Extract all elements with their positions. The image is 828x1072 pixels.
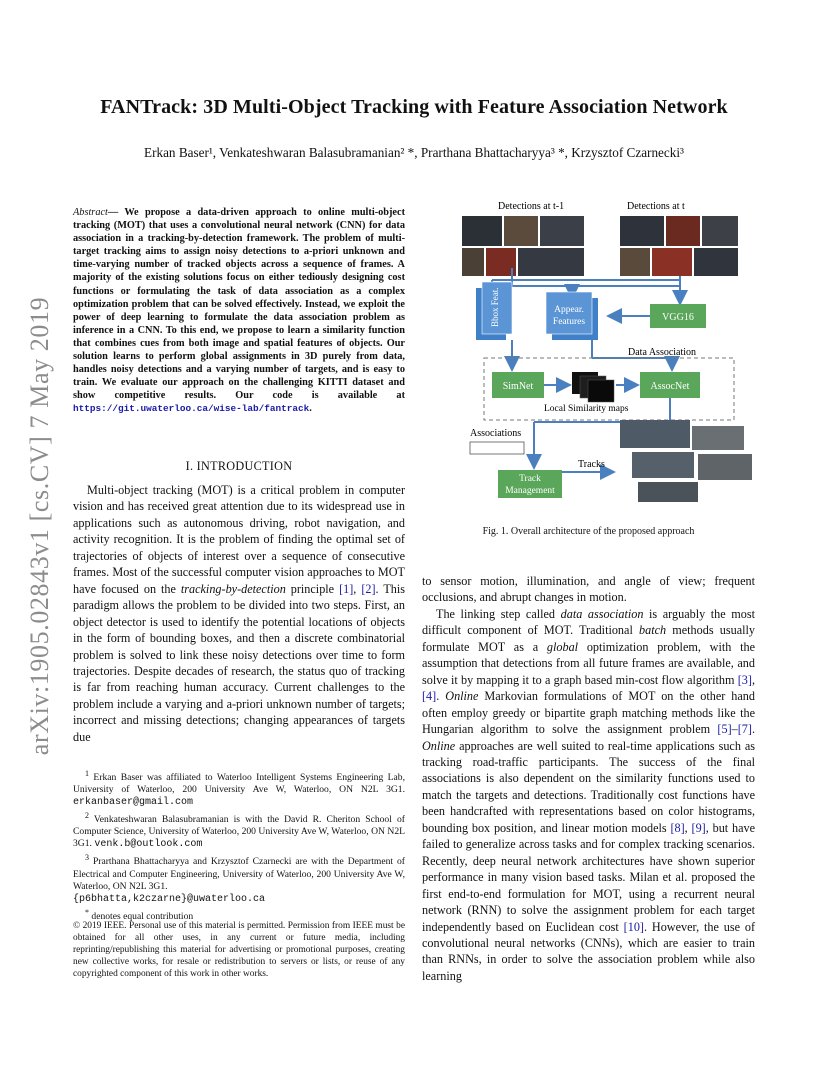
footnote-mark: 1 <box>85 769 89 778</box>
abstract-end: . <box>309 403 312 415</box>
body-text: – <box>731 722 738 737</box>
intro-text: principle <box>285 581 340 596</box>
footnotes <box>73 768 405 924</box>
footnote <box>73 810 405 851</box>
body-text: methods usually formulate MOT as a <box>422 623 755 654</box>
body-emphasis: batch <box>639 623 667 638</box>
label-local-similarity: Local Similarity maps <box>544 404 629 414</box>
body-emphasis: Online <box>445 689 479 704</box>
label-track: Track <box>519 474 541 484</box>
body-emphasis: Online <box>422 738 456 753</box>
body-text: , but have failed to generalize across tasks and for complex tracking scenarios. Recently, deep neural network architectures have shown superior performance in many vision based tasks. Milan et al. proposed the first end-to-end formulation for MOT, using a recurrent neural network (RNN) to solve the assignment problem for each target independently based on Euclidean cost <box>422 820 756 934</box>
arxiv-stamp-text: arXiv:1905.02843v1 [cs.CV] 7 May 2019 <box>25 296 54 756</box>
footnote <box>73 768 405 809</box>
citation-link[interactable]: [1] <box>339 581 354 596</box>
label-appearance: Appear. <box>554 305 584 315</box>
citation-link[interactable]: [9] <box>691 820 706 835</box>
footnote-email[interactable]: venk.b@outlook.com <box>94 839 203 851</box>
intro-emphasis: tracking-by-detection <box>180 581 286 596</box>
citation-link[interactable]: [7] <box>737 722 752 737</box>
citation-link[interactable]: [8] <box>670 820 685 835</box>
intro-paragraph <box>73 482 405 745</box>
body-text: , <box>751 672 755 687</box>
body-text: approaches are well suited to real-time applications such as tracking road-traffic participants. The success of the final associations is also dependent on the similarity functions used to match the targets and detections. Traditionally cost functions have been handcrafted with representations based on color histograms, bounding box position, and linear motion models <box>422 738 755 835</box>
right-column-body <box>422 573 755 984</box>
body-text: . <box>436 689 446 704</box>
body-paragraph: to sensor motion, illumination, and angle of view; frequent occlusions, and abrupt changes in motion. <box>422 574 755 605</box>
body-text: is arguably the most difficult component of MOT. Traditional <box>422 606 755 638</box>
similarity-maps <box>572 372 614 402</box>
associations-strip <box>470 442 524 454</box>
footnote-mark: * <box>85 907 89 917</box>
footnote <box>73 852 405 905</box>
footnote-mark: 3 <box>85 853 89 863</box>
footnote-text: Erkan Baser was affiliated to Waterloo Intelligent Systems Engineering Lab, University of Waterloo, 200 University Ave W, Waterloo, ON N2L 3G1. <box>73 772 405 796</box>
body-text: . <box>751 722 755 737</box>
paper-title: FANTrack: 3D Multi-Object Tracking with Feature Association Network <box>100 96 728 118</box>
footnote-mark: 2 <box>85 811 89 821</box>
citation-link[interactable]: [5] <box>717 722 732 737</box>
label-detections-current: Detections at t <box>627 201 685 212</box>
abstract-text: — We propose a data-driven approach to online multi-object tracking (MOT) that uses a convolutional neural network (CNN) for data association in a tracking-by-detection framework. The problem of multi-target tracking aims to assign noisy detections to a-priori unknown and time-varying number of tracked objects across a sequence of frames. A majority of the existing solutions focus on either tediously designing cost functions or formulating the task of data association as a complex optimization problem that can be solved effectively. Instead, we exploit the power of deep learning to formulate the data association problem as inference in a CNN. To this end, we propose to learn a similarity function that combines cues from both image and spatial features of objects. Our solution learns to perform global assignments in 3D purely from data, handles noisy detections and a varying number of targets, and is easy to train. We evaluate our approach on the challenging KITTI dataset and show competitive results. Our code is available at <box>73 207 405 402</box>
label-management: Management <box>505 486 555 496</box>
intro-text: Multi-object tracking (MOT) is a critical problem in computer vision and has received great attention due to its widespread use in applications such as autonomous driving, robot navigation, and activity recognition. It is the problem of finding the optimal set of trajectories of objects of interest over a sequence of consecutive frames. Most of the successful computer vision approaches to MOT have focused on the <box>73 483 405 596</box>
label-simnet: SimNet <box>502 381 534 392</box>
body-paragraph <box>422 606 755 984</box>
footnote-text: denotes equal contribution <box>89 910 194 922</box>
detections-prev-images <box>462 216 584 276</box>
detections-current-images <box>620 216 738 276</box>
copyright-notice: © 2019 IEEE. Personal use of this material is permitted. Permission from IEEE must be obtained for all other uses, in any current or future media, including reprinting/republishing this material for advertising or promotional purposes, creating new collective works, for resale or redistribution to servers or lists, or reuse of any copyrighted component of this work in other works. <box>73 921 405 979</box>
footnote-text: Venkateshwaran Balasubramanian is with the David R. Cheriton School of Computer Science, University of Waterloo, 200 University Ave W, Waterloo, ON N2L 3G1. <box>73 814 405 850</box>
body-text: , <box>684 820 692 835</box>
footnote-text: Prarthana Bhattacharyya and Krzysztof Czarnecki are with the Department of Electrical and Computer Engineering, University of Waterloo, 200 University Ave W, Waterloo, ON N2L 3G1. <box>73 856 405 892</box>
intro-text: . This paradigm allows the problem to be divided into two steps. First, an object detector is used to identify the potential locations of objects in the form of bounding boxes, and then a discrete combinatorial problem is solved to link these noisy detections over time to form trajectories. Despite decades of research, the status quo of tracking is far from reaching human accuracy. Current challenges to the problem include a varying and a-priori unknown number of targets; incorrect and missing detections; changing appearances of targets due <box>73 581 405 744</box>
label-tracks: Tracks <box>578 459 605 470</box>
code-link[interactable]: https://git.uwaterloo.ca/wise-lab/fantrack <box>73 403 310 415</box>
abstract-heading: Abstract <box>73 207 108 218</box>
body-text: optimization problem, with the assumption that detections from all future frames are available, and solve it by mapping it to a graph based min-cost flow algorithm <box>422 639 755 687</box>
tracking-result-images <box>620 420 752 502</box>
citation-link[interactable]: [3] <box>737 672 752 687</box>
label-detections-prev: Detections at t-1 <box>498 201 565 212</box>
label-bbox-features: Bbox Feat. <box>490 287 500 327</box>
body-emphasis: global <box>546 639 579 654</box>
citation-link[interactable]: [10] <box>623 919 644 934</box>
label-assocnet: AssocNet <box>650 381 690 392</box>
body-text: Markovian formulations of MOT on the other hand often employ greedy or bipartite graph matching methods like the Hungarian algorithm to solve the assignment problem <box>422 689 755 737</box>
body-text: . However, the use of convolutional neural networks (CNNs), which are easier to train than RNNs, in order to solve the association problem while also learning <box>422 919 756 983</box>
label-features: Features <box>552 317 586 327</box>
body-text: The linking step called <box>436 606 561 621</box>
intro-text: , <box>353 581 362 596</box>
citation-link[interactable]: [4] <box>422 689 437 704</box>
label-vgg16: VGG16 <box>662 312 694 323</box>
label-associations: Associations <box>470 428 522 439</box>
arxiv-stamp <box>22 286 58 766</box>
introduction-body <box>73 482 405 745</box>
body-emphasis: data association <box>560 606 644 621</box>
footnote-email[interactable]: erkanbaser@gmail.com <box>73 797 194 809</box>
label-data-association: Data Association <box>628 347 697 358</box>
author-list: Erkan Baser¹, Venkateshwaran Balasubramanian² *, Prarthana Bhattacharyya³ *, Krzysztof Czarnecki³ <box>144 145 684 160</box>
citation-link[interactable]: [2] <box>361 581 376 596</box>
architecture-figure <box>462 196 762 516</box>
abstract <box>73 206 405 416</box>
architecture-diagram <box>462 196 762 516</box>
section-heading-introduction: I. INTRODUCTION <box>185 459 293 473</box>
footnote-email[interactable]: {p6bhatta,k2czarne}@uwaterloo.ca <box>73 893 266 905</box>
figure-caption: Fig. 1. Overall architecture of the proposed approach <box>482 526 695 537</box>
